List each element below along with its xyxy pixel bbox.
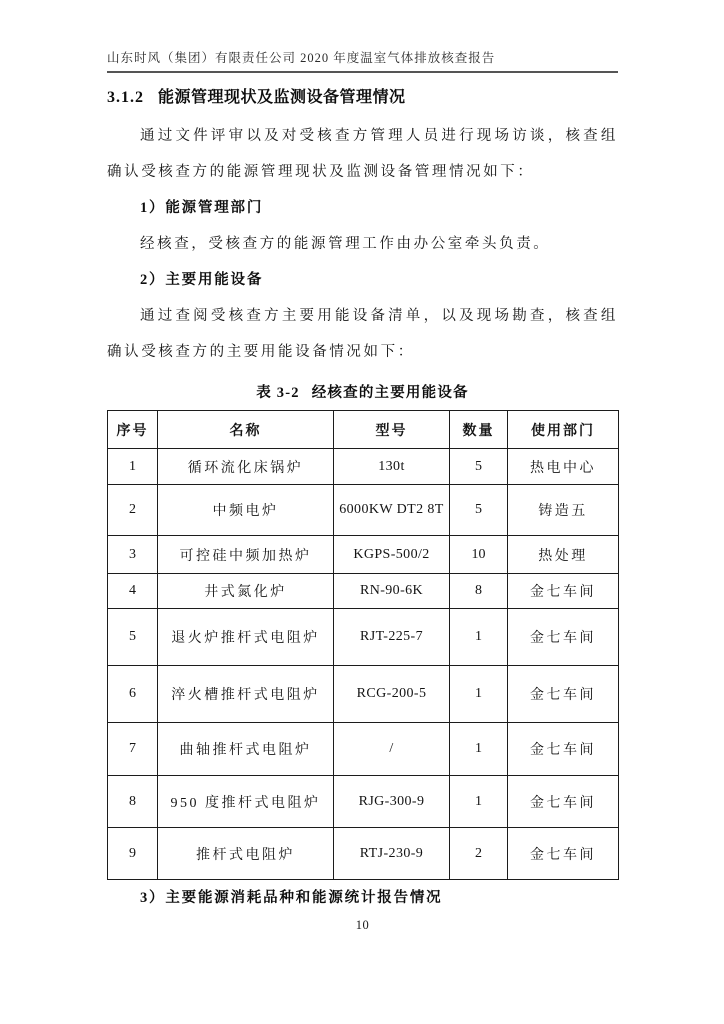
section-number: 3.1.2 <box>107 89 144 106</box>
cell-seq: 7 <box>108 723 158 776</box>
cell-dept: 金七车间 <box>508 574 619 609</box>
table-row <box>108 449 619 485</box>
cell-name: 可控硅中频加热炉 <box>158 536 334 574</box>
col-header-qty: 数量 <box>450 411 508 449</box>
table-row <box>108 485 619 536</box>
cell-dept: 热电中心 <box>508 449 619 485</box>
table-row <box>108 574 619 609</box>
cell-dept: 金七车间 <box>508 828 619 880</box>
cell-model: / <box>334 723 450 776</box>
cell-dept: 热处理 <box>508 536 619 574</box>
cell-seq: 9 <box>108 828 158 880</box>
cell-qty: 1 <box>450 666 508 723</box>
cell-qty: 8 <box>450 574 508 609</box>
cell-model: KGPS-500/2 <box>334 536 450 574</box>
page-number: 10 <box>355 918 370 932</box>
cell-model: RJT-225-7 <box>334 609 450 666</box>
cell-dept: 金七车间 <box>508 666 619 723</box>
subheading-energy-consumption: 3）主要能源消耗品种和能源统计报告情况 <box>140 890 443 906</box>
cell-dept: 铸造五 <box>508 485 619 536</box>
cell-qty: 2 <box>450 828 508 880</box>
cell-qty: 5 <box>450 449 508 485</box>
running-header: 山东时风（集团）有限责任公司 2020 年度温室气体排放核查报告 <box>107 48 618 73</box>
table-row <box>108 828 619 880</box>
table-header-row <box>108 411 619 449</box>
subheading-main-equipment: 2）主要用能设备 <box>140 272 264 288</box>
cell-qty: 1 <box>450 609 508 666</box>
table-caption-label: 表 3-2 <box>256 385 300 401</box>
cell-name: 淬火槽推杆式电阻炉 <box>158 666 334 723</box>
cell-qty: 10 <box>450 536 508 574</box>
cell-seq: 3 <box>108 536 158 574</box>
cell-name: 950 度推杆式电阻炉 <box>158 776 334 828</box>
subheading-energy-dept: 1）能源管理部门 <box>140 200 264 216</box>
cell-name: 中频电炉 <box>158 485 334 536</box>
col-header-seq: 序号 <box>108 411 158 449</box>
cell-seq: 5 <box>108 609 158 666</box>
cell-model: RN-90-6K <box>334 574 450 609</box>
table-caption <box>107 378 618 408</box>
cell-name: 井式氮化炉 <box>158 574 334 609</box>
cell-model: RJG-300-9 <box>334 776 450 828</box>
cell-name: 退火炉推杆式电阻炉 <box>158 609 334 666</box>
cell-seq: 6 <box>108 666 158 723</box>
cell-model: RCG-200-5 <box>334 666 450 723</box>
cell-seq: 4 <box>108 574 158 609</box>
table-row <box>108 536 619 574</box>
col-header-dept: 使用部门 <box>508 411 619 449</box>
cell-qty: 5 <box>450 485 508 536</box>
section-title: 能源管理现状及监测设备管理情况 <box>158 89 406 106</box>
table-row <box>108 666 619 723</box>
cell-seq: 1 <box>108 449 158 485</box>
cell-dept: 金七车间 <box>508 723 619 776</box>
cell-name: 推杆式电阻炉 <box>158 828 334 880</box>
equipment-table <box>107 410 619 880</box>
table-caption-title: 经核查的主要用能设备 <box>311 385 469 401</box>
cell-name: 曲轴推杆式电阻炉 <box>158 723 334 776</box>
cell-model: 6000KW DT2 8T <box>334 485 450 536</box>
table-row <box>108 776 619 828</box>
page-content <box>107 88 618 934</box>
cell-model: 130t <box>334 449 450 485</box>
cell-seq: 8 <box>108 776 158 828</box>
col-header-model: 型号 <box>334 411 450 449</box>
table-row <box>108 609 619 666</box>
table-row <box>108 723 619 776</box>
section-heading <box>107 88 618 108</box>
cell-seq: 2 <box>108 485 158 536</box>
cell-name: 循环流化床锅炉 <box>158 449 334 485</box>
cell-dept: 金七车间 <box>508 776 619 828</box>
cell-qty: 1 <box>450 723 508 776</box>
cell-model: RTJ-230-9 <box>334 828 450 880</box>
cell-qty: 1 <box>450 776 508 828</box>
paragraph-intro: 通过文件评审以及对受核查方管理人员进行现场访谈，核查组确认受核查方的能源管理现状及监测设备管理情况如下： <box>107 128 618 180</box>
paragraph-energy-dept: 经核查，受核查方的能源管理工作由办公室牵头负责。 <box>140 236 551 252</box>
col-header-name: 名称 <box>158 411 334 449</box>
cell-dept: 金七车间 <box>508 609 619 666</box>
paragraph-main-equipment: 通过查阅受核查方主要用能设备清单，以及现场勘查，核查组确认受核查方的主要用能设备情况如下： <box>107 308 618 360</box>
